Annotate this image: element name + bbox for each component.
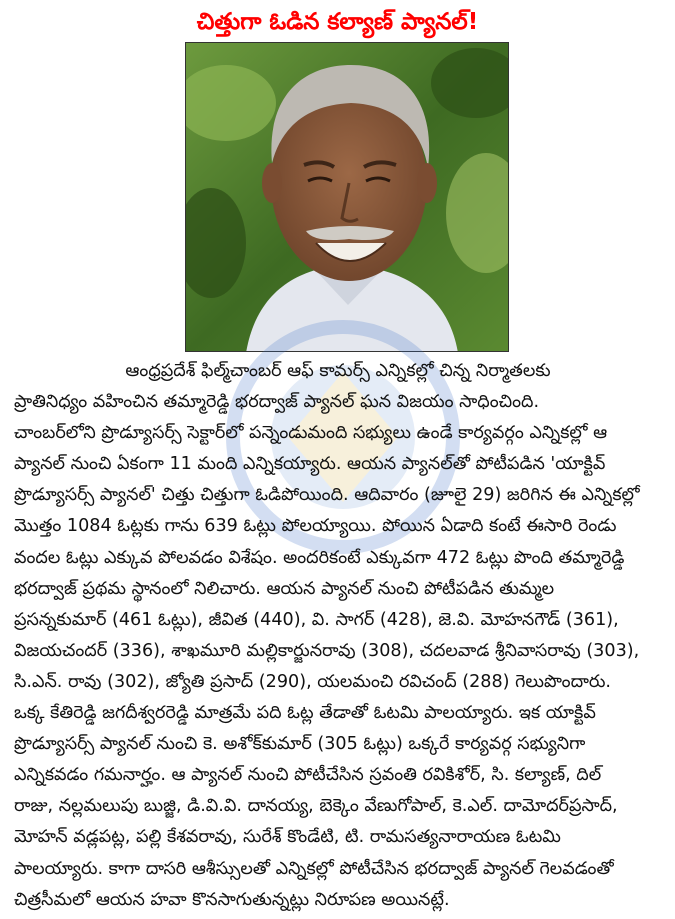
- article-line: చాంబర్‌లోని ప్రొడ్యూసర్స్ సెక్టార్‌లో పన్నెండుమంది సభ్యులు ఉండే కార్యవర్గం ఎన్నికల్లో ఆ: [14, 423, 608, 444]
- article-line: ప్యానల్ నుంచి ఏకంగా 11 మంది ఎన్నికయ్యారు. ఆయన ప్యానల్‌తో పోటీపడిన 'యాక్టివ్: [14, 454, 606, 475]
- article-line: ప్రాతినిధ్యం వహించిన తమ్మారెడ్డి భరద్వాజ్ ప్యానల్ ఘన విజయం సాధించింది.: [14, 392, 540, 413]
- portrait-photo: [185, 42, 509, 352]
- article-line: మోహన్ వడ్లపట్ల, పల్లి కేశవరావు, సురేశ్ కొండేటి, టి. రామసత్యనారాయణ ఓటమి: [14, 827, 561, 848]
- article-line: రాజు, నల్లమలుపు బుజ్జి, డి.వి.వి. దానయ్య, బెక్కెం వేణుగోపాల్, కె.ఎల్. దామోదర్‌ప్రసాద్,: [14, 796, 618, 817]
- article-line: ప్రొడ్యూసర్స్ ప్యానల్ నుంచి కె. అశోక్‌కుమార్ (305 ఓట్లు) ఒక్కరే కార్యవర్గ సభ్యునిగా: [14, 734, 586, 755]
- article-line: ప్రసన్నకుమార్ (461 ఓట్లు), జీవిత (440), వి. సాగర్ (428), జె.వి. మోహనగౌడ్ (361),: [14, 609, 619, 630]
- article-line: ఆంధ్రప్రదేశ్ ఫిల్మ్‌చాంబర్ ఆఫ్ కామర్స్ ఎన్నికల్లో చిన్న నిర్మాతలకు: [125, 361, 551, 381]
- article-line: ఒక్క కేతిరెడ్డి జగదీశ్వరరెడ్డి మాత్రమే పది ఓట్ల తేడాతో ఓటమి పాలయ్యారు. ఇక యాక్టివ్: [14, 703, 596, 724]
- article-line: విజయచందర్ (336), శాఖమూరి మల్లికార్జునరావు (308), చదలవాడ శ్రీనివాసరావు (303),: [14, 640, 640, 661]
- article-line: మొత్తం 1084 ఓట్లకు గాను 639 ఓట్లు పోలయ్యాయి. పోయిన ఏడాది కంటే ఈసారి రెండు: [14, 516, 617, 537]
- article-body: [14, 356, 662, 916]
- article-line: ఎన్నికవడం గమనార్హం. ఆ ప్యానల్ నుంచి పోటీచేసిన స్రవంతి రవికిశోర్, సి. కల్యాణ్, దిల్: [14, 765, 602, 786]
- article-line: చిత్రసీమలో ఆయన హవా కొనసాగుతున్నట్లు నిరూపణ అయినట్లే.: [14, 889, 450, 910]
- article-line: ప్రొడ్యూసర్స్ ప్యానల్' చిత్తు చిత్తుగా ఓడిపోయింది. ఆదివారం (జూలై 29) జరిగిన ఈ ఎన్నికల్లో: [14, 485, 640, 506]
- article-line: సి.ఎన్. రావు (302), జ్యోతి ప్రసాద్ (290), యలమంచి రవిచంద్ (288) గెలుపొందారు.: [14, 671, 611, 692]
- article-line: వందల ఓట్లు ఎక్కువ పోలవడం విశేషం. అందరికంటే ఎక్కువగా 472 ఓట్లు పొంది తమ్మారెడ్డి: [14, 547, 625, 568]
- article-line: పాలయ్యారు. కాగా దాసరి ఆశీస్సులతో ఎన్నికల్లో పోటీచేసిన భరద్వాజ్ ప్యానల్ గెలవడంతో: [14, 858, 614, 879]
- headline: చిత్తుగా ఓడిన కల్యాణ్ ప్యానల్!: [196, 9, 479, 35]
- article-line: భరద్వాజ్ ప్రథమ స్థానంలో నిలిచారు. ఆయన ప్యానల్ నుంచి పోటీపడిన తుమ్మల: [14, 578, 555, 599]
